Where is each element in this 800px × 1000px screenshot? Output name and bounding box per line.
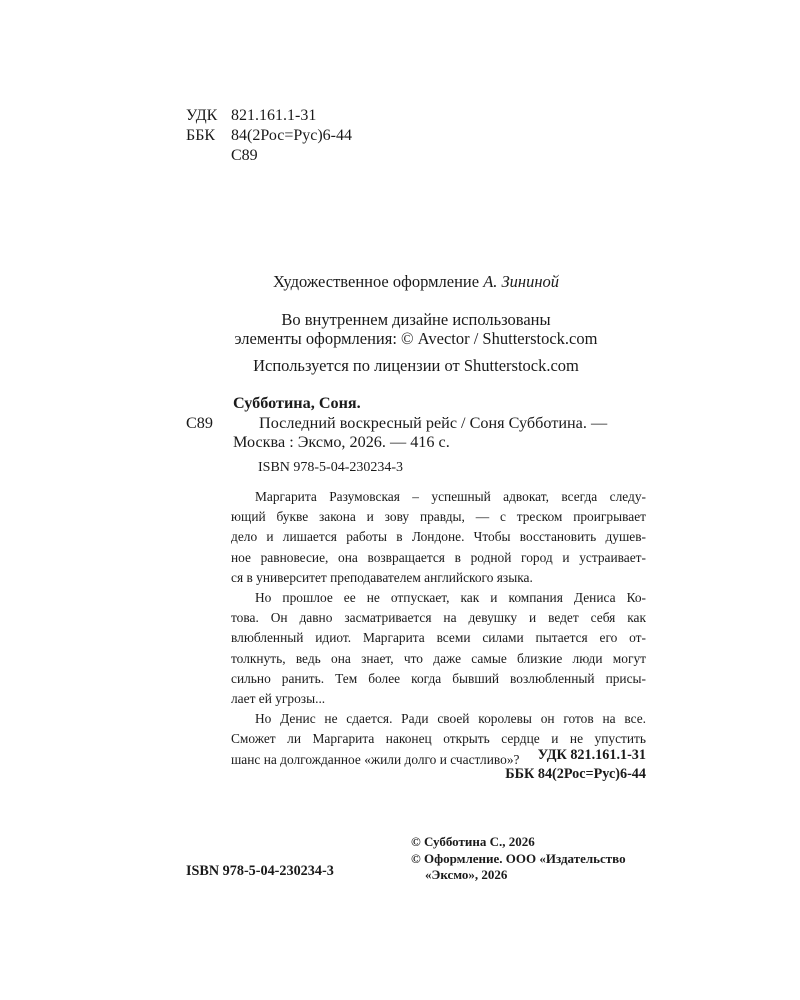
copyright-design-line-1: © Оформление. ООО «Издательство (411, 850, 626, 866)
annotation-line: сильно ранить. Тем более когда бывший возлюбленный присы- (231, 670, 646, 686)
annotation-line: шанс на долгожданное «жили долго и счастливо»? (231, 751, 520, 767)
author-mark-top: С89 (231, 147, 258, 164)
annotation-line: дело и лишается работы в Лондоне. Чтобы восстановить душев- (231, 529, 646, 545)
annotation (231, 487, 646, 770)
bib-isbn: ISBN 978-5-04-230234-3 (258, 460, 404, 475)
annotation-line: Сможет ли Маргарита наконец открыть сердце и не упустить (231, 731, 646, 747)
right-udk: УДК 821.161.1-31 (537, 747, 646, 763)
udk-value: 821.161.1-31 (231, 107, 317, 124)
design-credit-name: А. Зининой (483, 272, 560, 291)
bib-publisher-line: Москва : Эксмо, 2026. — 416 с. (233, 433, 450, 451)
annotation-line: ное равновесие, она возвращается в родной город и устраивает- (231, 549, 646, 565)
annotation-line: влюбленный идиот. Маргарита всеми силами пытается его от- (231, 630, 646, 646)
design-credit-prefix: Художественное оформление (272, 272, 484, 291)
right-bbk: ББК 84(2Рос=Рус)6-44 (505, 766, 646, 782)
interior-credit-line-1: Во внутреннем дизайне использованы (281, 310, 551, 329)
annotation-line: ся в университет преподавателем английского языка. (231, 569, 533, 585)
annotation-line: лает ей угрозы... (231, 691, 326, 707)
right-codes (231, 746, 646, 784)
copyright-author: © Субботина С., 2026 (411, 834, 535, 849)
footer-isbn: ISBN 978-5-04-230234-3 (186, 863, 334, 879)
annotation-line: Но прошлое ее не отпускает, как и компания Дениса Ко- (255, 590, 646, 606)
bib-title-line: Последний воскресный рейс / Соня Субботина. — (259, 414, 608, 432)
interior-credit-line-2: элементы оформления: © Avector / Shutterstock.com (234, 329, 598, 348)
design-credit (186, 272, 646, 292)
annotation-line: ющий букве закона и зову правды, — с треском проигрывает (231, 509, 646, 525)
annotation-paragraph-2 (231, 588, 646, 709)
bbk-value: 84(2Рос=Рус)6-44 (231, 127, 353, 144)
copyright-design-line-2: «Эксмо», 2026 (425, 867, 508, 882)
copyright-block (411, 834, 651, 884)
bib-author-mark: С89 (186, 414, 213, 432)
udk-label: УДК (186, 107, 218, 124)
annotation-paragraph-1 (231, 487, 646, 588)
annotation-line: толкнуть, ведь она знает, что даже самые близкие люди могут (231, 650, 646, 666)
annotation-line: Маргарита Разумовская – успешный адвокат, всегда следу- (255, 489, 646, 504)
annotation-line: Но Денис не сдается. Ради своей королевы он готов на все. (255, 711, 646, 727)
license-line: Используется по лицензии от Shutterstock.com (253, 356, 579, 375)
bbk-label: ББК (186, 127, 216, 144)
bib-author: Субботина, Соня. (233, 394, 361, 412)
annotation-line: това. Он давно засматривается на девушку и ведет себя как (231, 610, 646, 626)
